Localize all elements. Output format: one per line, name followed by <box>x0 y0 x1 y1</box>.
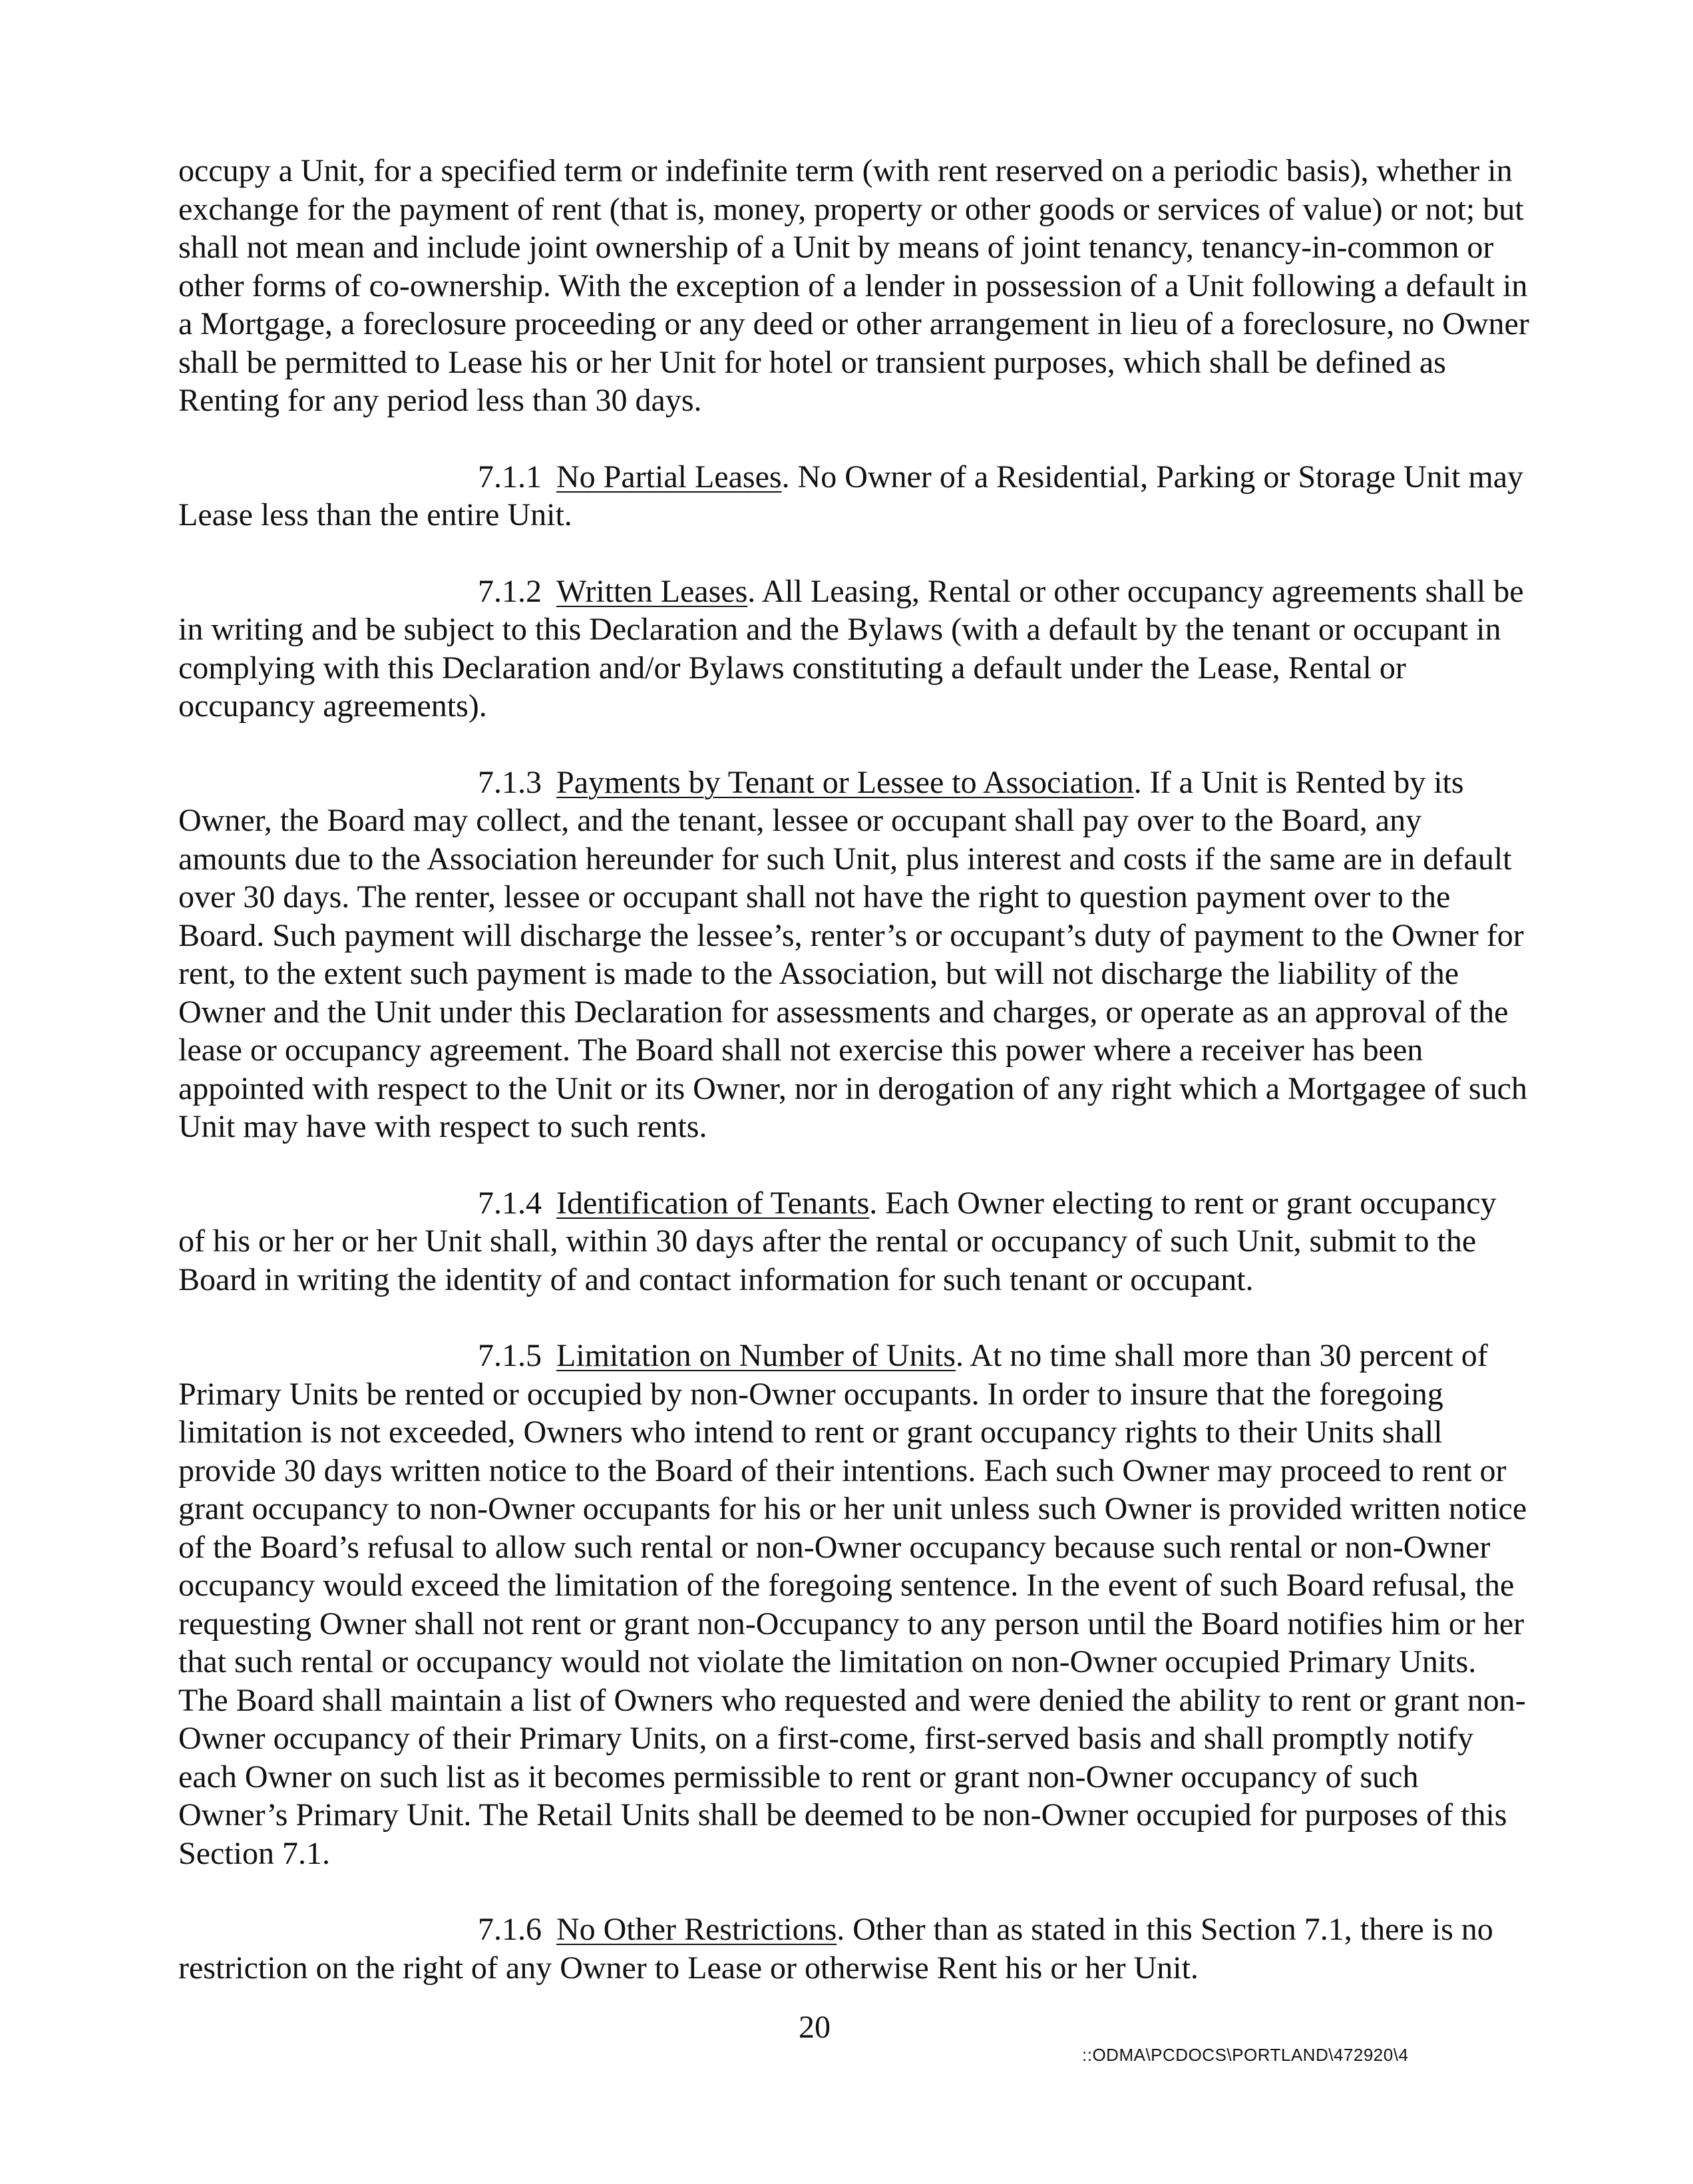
section-body: Other than as stated in this Section 7.1, there is no restriction on the right of any Owner to Lease or otherwise Rent his or her Unit. <box>178 1912 1493 1986</box>
section-7-1-4: 7.1.4 Identification of Tenants. Each Owner electing to rent or grant occupancy of his or her or her Unit shall, within 30 days after the rental or occupancy of such Unit, submit to the Board in writing the identity of and contact information for such tenant or occupant. <box>178 1185 1497 1297</box>
section-7-1-6: 7.1.6 No Other Restrictions. Other than as stated in this Section 7.1, there is no restriction on the right of any Owner to Lease or otherwise Rent his or her Unit. <box>178 1912 1493 1986</box>
section-7-1-5: 7.1.5 Limitation on Number of Units. At no time shall more than 30 percent of Primary Units be rented or occupied by non-Owner occupants. In order to insure that the foregoing limitation is not exceeded, Owners who intend to rent or grant occupancy rights to their Units shall provide 30 days written notice to the Board of their intentions. Each such Owner may proceed to rent or grant occupancy to non-Owner occupants for his or her unit unless such Owner is provided written notice of the Board’s refusal to allow such rental or non-Owner occupancy because such rental or non-Owner occupancy would exceed the limitation of the foregoing sentence. In the event of such Board refusal, the requesting Owner shall not rent or grant non-Occupancy to any person until the Board notifies him or her that such rental or occupancy would not violate the limitation on non-Owner occupied Primary Units. The Board shall maintain a list of Owners who requested and were denied the ability to rent or grant non-Owner occupancy of their Primary Units, on a first-come, first-served basis and shall promptly notify each Owner on such list as it becomes permissible to rent or grant non-Owner occupancy of such Owner’s Primary Unit. The Retail Units shall be deemed to be non-Owner occupied for purposes of this Section 7.1. <box>178 1338 1527 1871</box>
section-number: 7.1.3 <box>478 764 542 800</box>
section-number: 7.1.5 <box>478 1338 542 1373</box>
section-7-1-2: 7.1.2 Written Leases. All Leasing, Rental or other occupancy agreements shall be in writing and be subject to this Declaration and the Bylaws (with a default by the tenant or occupant in complying with this Declaration and/or Bylaws constituting a default under the Lease, Rental or occupancy agreements). <box>178 573 1524 724</box>
section-body: At no time shall more than 30 percent of Primary Units be rented or occupied by non-Owner occupants. In order to insure that the foregoing limitation is not exceeded, Owners who intend to rent or grant occupancy rights to their Units shall provide 30 days written notice to the Board of their intentions. Each such Owner may proceed to rent or grant occupancy to non-Owner occupants for his or her unit unless such Owner is provided written notice of the Board’s refusal to allow such rental or non-Owner occupancy because such rental or non-Owner occupancy would exceed the limitation of the foregoing sentence. In the event of such Board refusal, the requesting Owner shall not rent or grant non-Occupancy to any person until the Board notifies him or her that such rental or occupancy would not violate the limitation on non-Owner occupied Primary Units. The Board shall maintain a list of Owners who requested and were denied the ability to rent or grant non-Owner occupancy of their Primary Units, on a first-come, first-served basis and shall promptly notify each Owner on such list as it becomes permissible to rent or grant non-Owner occupancy of such Owner’s Primary Unit. The Retail Units shall be deemed to be non-Owner occupied for purposes of this Section 7.1. <box>178 1338 1527 1871</box>
section-heading: No Partial Leases <box>556 459 782 495</box>
section-heading: Written Leases <box>556 573 748 609</box>
section-body: No Owner of a Residential, Parking or Storage Unit may Lease less than the entire Unit. <box>178 459 1523 533</box>
section-7-1-1: 7.1.1 No Partial Leases. No Owner of a Residential, Parking or Storage Unit may Lease less than the entire Unit. <box>178 459 1523 533</box>
section-7-1-3: 7.1.3 Payments by Tenant or Lessee to Association. If a Unit is Rented by its Owner, the Board may collect, and the tenant, lessee or occupant shall pay over to the Board, any amounts due to the Association hereunder for such Unit, plus interest and costs if the same are in default over 30 days. The renter, lessee or occupant shall not have the right to question payment over to the Board. Such payment will discharge the lessee’s, renter’s or occupant’s duty of payment to the Owner for rent, to the extent such payment is made to the Association, but will not discharge the liability of the Owner and the Unit under this Declaration for assessments and charges, or operate as an approval of the lease or occupancy agreement. The Board shall not exercise this power where a receiver has been appointed with respect to the Unit or its Owner, nor in derogation of any right which a Mortgagee of such Unit may have with respect to such rents. <box>178 764 1527 1144</box>
section-heading: Identification of Tenants <box>556 1185 870 1221</box>
intro-paragraph: occupy a Unit, for a specified term or indefinite term (with rent reserved on a periodic basis), whether in exchange for the payment of rent (that is, money, property or other goods or services of value) or not; but shall not mean and include joint ownership of a Unit by means of joint tenancy, tenancy-in-common or other forms of co-ownership. With the exception of a lender in possession of a Unit following a default in a Mortgage, a foreclosure proceeding or any deed or other arrangement in lieu of a foreclosure, no Owner shall be permitted to Lease his or her Unit for hotel or transient purposes, which shall be defined as Renting for any period less than 30 days. <box>178 153 1529 418</box>
section-number: 7.1.1 <box>478 459 542 495</box>
section-number: 7.1.6 <box>478 1912 542 1947</box>
section-body: All Leasing, Rental or other occupancy agreements shall be in writing and be subject to this Declaration and the Bylaws (with a default by the tenant or occupant in complying with this Declaration and/or Bylaws constituting a default under the Lease, Rental or occupancy agreements). <box>178 573 1524 724</box>
section-heading: Payments by Tenant or Lessee to Association <box>556 764 1134 800</box>
section-body: Each Owner electing to rent or grant occupancy of his or her or her Unit shall, within 30 days after the rental or occupancy of such Unit, submit to the Board in writing the identity of and contact information for such tenant or occupant. <box>178 1185 1497 1297</box>
section-number: 7.1.4 <box>478 1185 542 1221</box>
document-body <box>178 152 1529 2025</box>
section-heading: No Other Restrictions <box>556 1912 837 1947</box>
section-number: 7.1.2 <box>478 573 542 609</box>
section-heading: Limitation on Number of Units <box>556 1338 956 1373</box>
document-id: ::ODMA\PCDOCS\PORTLAND\472920\4 <box>1082 2045 1409 2065</box>
section-body: If a Unit is Rented by its Owner, the Board may collect, and the tenant, lessee or occupant shall pay over to the Board, any amounts due to the Association hereunder for such Unit, plus interest and costs if the same are in default over 30 days. The renter, lessee or occupant shall not have the right to question payment over to the Board. Such payment will discharge the lessee’s, renter’s or occupant’s duty of payment to the Owner for rent, to the extent such payment is made to the Association, but will not discharge the liability of the Owner and the Unit under this Declaration for assessments and charges, or operate as an approval of the lease or occupancy agreement. The Board shall not exercise this power where a receiver has been appointed with respect to the Unit or its Owner, nor in derogation of any right which a Mortgagee of such Unit may have with respect to such rents. <box>178 764 1527 1144</box>
page-number: 20 <box>799 2010 831 2045</box>
